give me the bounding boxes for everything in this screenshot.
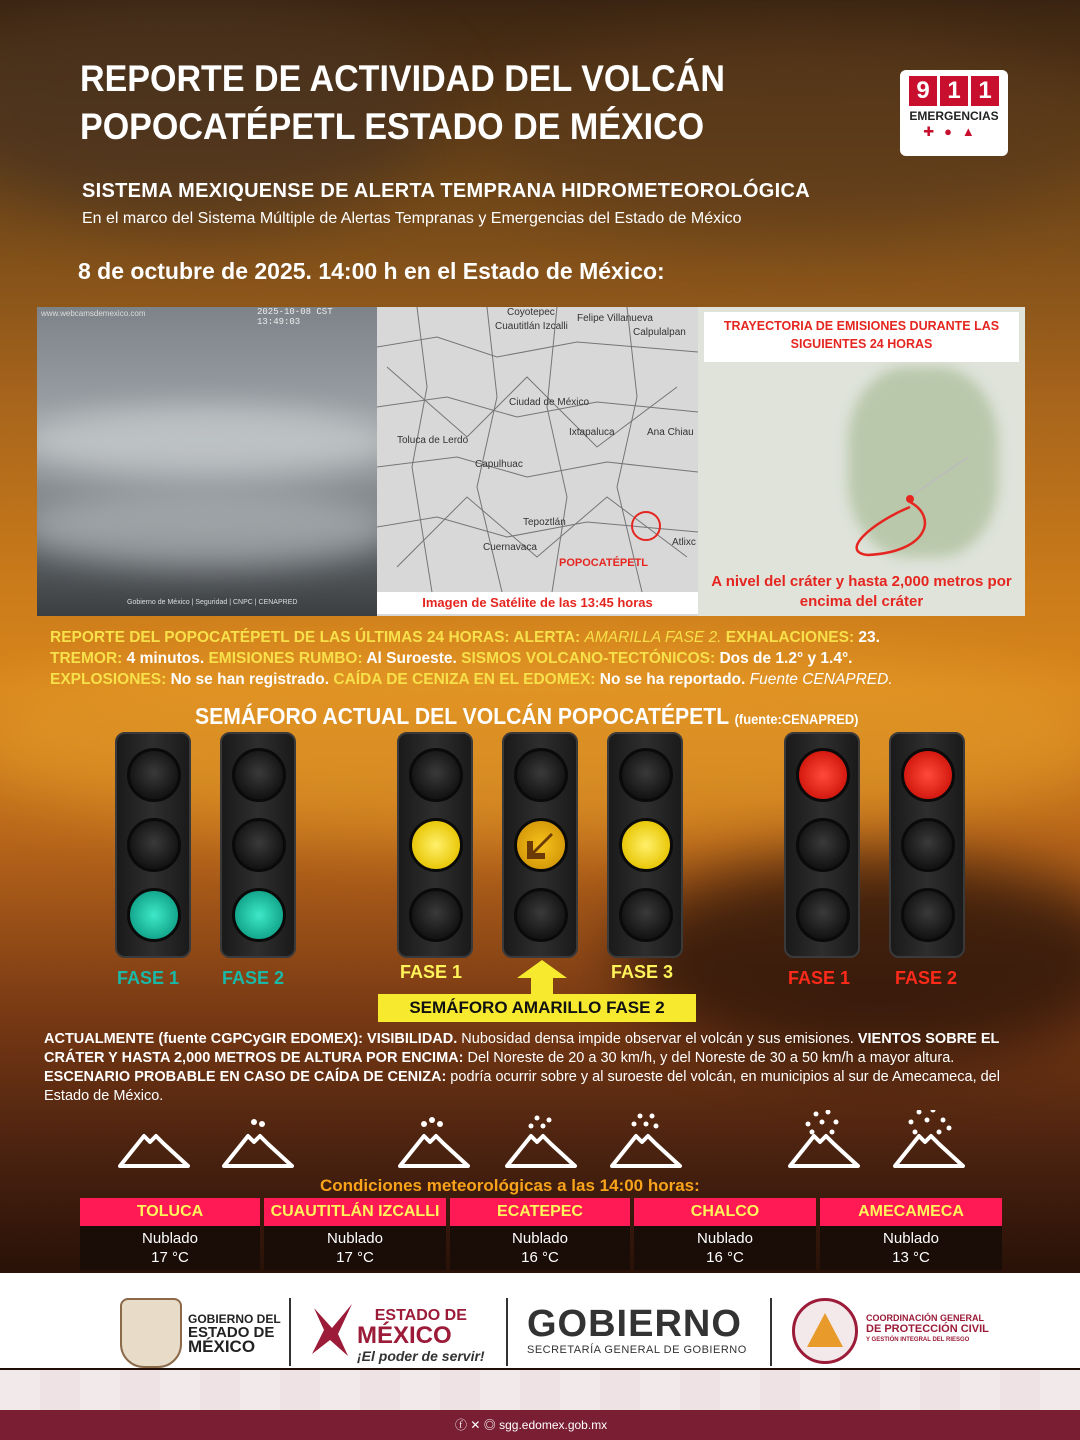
report-label: SISMOS VOLCANO-TECTÓNICOS:: [456, 650, 720, 667]
weather-card-chalco: [634, 1198, 816, 1270]
activity-report: [50, 627, 1050, 690]
cloud-cap: [37, 487, 377, 567]
current-text: podría ocurrir sobre y al suroeste del volcán, en municipios al sur de Amecameca, del Estado de México.: [44, 1069, 1000, 1104]
phase-label-red: FASE 2: [895, 968, 958, 988]
weather-card-toluca: [80, 1198, 260, 1270]
weather-temp: 17 °C: [336, 1249, 374, 1266]
traffic-light-red-1: [784, 732, 860, 958]
report-value: Al Suroeste.: [366, 650, 457, 667]
report-value: 4 minutos.: [126, 650, 205, 667]
cloud-cap: [37, 407, 377, 477]
trajectory-caption: A nivel del cráter y hasta 2,000 metros por encima del cráter: [711, 573, 1012, 610]
logo-911-digit: 1: [971, 76, 999, 106]
traffic-light-yellow-3: [607, 732, 683, 958]
light-red: [901, 748, 955, 802]
map-city-label: Ana Chiau: [647, 427, 694, 438]
subline: En el marco del Sistema Múltiple de Alertas Tempranas y Emergencias del Estado de México: [82, 210, 742, 227]
semaforo-source: (fuente:CENAPRED): [734, 711, 859, 727]
current-label: ESCENARIO PROBABLE EN CASO DE CAÍDA DE CENIZA:: [44, 1069, 447, 1085]
traffic-light-green-1: [115, 732, 191, 958]
social-links[interactable]: [455, 1416, 607, 1433]
report-label: CAÍDA DE CENIZA EN EL EDOMEX:: [329, 671, 600, 688]
website-link[interactable]: sgg.edomex.gob.mx: [499, 1418, 608, 1432]
webcam-url: www.webcamsdemexico.com: [41, 309, 146, 318]
title-line-1: REPORTE DE ACTIVIDAD DEL VOLCÁN: [80, 58, 725, 99]
light-green: [232, 888, 286, 942]
report-label: REPORTE DEL POPOCATÉPETL DE LAS ÚLTIMAS 24 HORAS: ALERTA:: [50, 629, 585, 646]
logo-911-digit: 1: [940, 76, 968, 106]
traffic-light-green-2: [220, 732, 296, 958]
weather-condition: Nublado: [697, 1230, 753, 1247]
phase-label-red: FASE 1: [788, 968, 851, 988]
light-green: [127, 888, 181, 942]
traffic-light-yellow-2: [502, 732, 578, 958]
light-yellow-arrow: [514, 818, 568, 872]
current-label: VIENTOS SOBRE EL CRÁTER Y HASTA 2,000 METROS DE ALTURA POR ENCIMA:: [44, 1031, 1000, 1066]
emergency-icons: ✚●▲: [923, 124, 985, 139]
current-label: ACTUALMENTE (fuente CGPCyGIR EDOMEX): VISIBILIDAD.: [44, 1031, 458, 1047]
subtitle: SISTEMA MEXIQUENSE DE ALERTA TEMPRANA HIDROMETEOROLÓGICA: [82, 180, 810, 202]
weather-card-ecatepec: [450, 1198, 630, 1270]
current-conditions: [44, 1030, 1044, 1106]
webcam-image: [37, 307, 377, 616]
logo-text: GOBIERNO: [527, 1303, 742, 1345]
report-value: 23.: [858, 629, 880, 646]
weather-temp: 17 °C: [151, 1249, 189, 1266]
weather-city-name: CUAUTITLÁN IZCALLI: [264, 1198, 446, 1226]
current-phase-arrow-icon: [517, 960, 567, 994]
map-city-label: Ixtapaluca: [569, 427, 615, 438]
traffic-light-red-2: [889, 732, 965, 958]
weather-city-name: TOLUCA: [80, 1198, 260, 1226]
volcano-emission-icon: [610, 1110, 682, 1172]
weather-condition: Nublado: [512, 1230, 568, 1247]
webcam-timestamp: 2025-10-08 CST 13:49:03: [257, 307, 333, 327]
weather-temp: 13 °C: [892, 1249, 930, 1266]
logo-text: MÉXICO: [357, 1322, 452, 1349]
report-value: No se ha reportado.: [599, 671, 746, 688]
title-line-2: POPOCATÉPETL ESTADO DE MÉXICO: [80, 106, 705, 147]
logo-slogan: ¡El poder de servir!: [357, 1348, 485, 1364]
estado-de-mexico-logo: [357, 1306, 485, 1366]
volcano-large-explosion-icon: [893, 1110, 965, 1172]
volcano-icon: [118, 1110, 190, 1172]
instagram-icon[interactable]: ◎: [483, 1418, 496, 1432]
triangle-icon: [795, 1301, 855, 1361]
edomex-coat-of-arms-icon: [120, 1298, 182, 1368]
hummingbird-logo-icon: [308, 1298, 358, 1360]
current-semaforo-badge: SEMÁFORO AMARILLO FASE 2: [378, 994, 696, 1022]
map-city-label: Toluca de Lerdo: [397, 435, 469, 446]
phase-label-yellow: FASE 1: [400, 962, 463, 982]
facebook-icon[interactable]: ⓕ: [455, 1418, 468, 1432]
map-city-label: Ciudad de México: [509, 397, 590, 408]
light-yellow: [409, 818, 463, 872]
map-city-label: Calpulalpan: [633, 327, 686, 338]
report-label: EXHALACIONES:: [721, 629, 859, 646]
weather-card-amecameca: [820, 1198, 1002, 1270]
webcam-footer: Gobierno de México | Seguridad | CNPC | CENAPRED: [127, 599, 298, 606]
report-label: TREMOR:: [50, 650, 127, 667]
footer-divider: [770, 1298, 772, 1366]
popocatepetl-marker: [631, 511, 661, 541]
sgg-logo: [527, 1304, 747, 1356]
light-red: [796, 748, 850, 802]
map-city-label: Cuernavaca: [483, 542, 537, 553]
report-date: 8 de octubre de 2025. 14:00 h en el Estado de México:: [78, 258, 665, 284]
report-value: No se han registrado.: [170, 671, 330, 688]
x-icon[interactable]: ✕: [470, 1418, 481, 1432]
weather-card-cuautitlan: [264, 1198, 446, 1270]
trajectory-map: [698, 307, 1025, 616]
weather-temp: 16 °C: [706, 1249, 744, 1266]
weather-condition: Nublado: [327, 1230, 383, 1247]
footer-divider: [289, 1298, 291, 1366]
weather-city-name: ECATEPEC: [450, 1198, 630, 1226]
logo-911-digit: 9: [909, 76, 937, 106]
southwest-arrow-icon: [517, 821, 565, 869]
logo-text: GOBIERNO DEL: [188, 1312, 281, 1326]
current-text: Nubosidad densa impide observar el volcán y sus emisiones.: [457, 1031, 858, 1047]
weather-temp: 16 °C: [521, 1249, 559, 1266]
volcano-exhalation-icon: [398, 1110, 470, 1172]
logo-text: ESTADO DE: [188, 1324, 275, 1341]
light-yellow: [619, 818, 673, 872]
logo-text: SECRETARÍA GENERAL DE GOBIERNO: [527, 1344, 747, 1356]
logo-text: DE PROTECCIÓN CIVIL: [866, 1323, 989, 1335]
logo-text: Y GESTIÓN INTEGRAL DEL RIESGO: [866, 1337, 970, 1343]
decorative-pattern: [0, 1370, 1080, 1410]
map-city-label: Tepoztlán: [523, 517, 566, 528]
popocatepetl-label: POPOCATÉPETL: [559, 557, 649, 569]
logo-text: MÉXICO: [188, 1337, 256, 1356]
phase-label-green: FASE 1: [117, 968, 180, 988]
logo-911-label: EMERGENCIAS: [909, 109, 999, 123]
logo-911: [900, 70, 1008, 156]
report-label: EMISIONES RUMBO:: [204, 650, 367, 667]
report-value: AMARILLA FASE 2.: [584, 629, 722, 646]
report-source: Fuente CENAPRED.: [745, 671, 893, 688]
weather-city-name: AMECAMECA: [820, 1198, 1002, 1226]
map-city-label: Felipe Villanueva: [577, 313, 653, 324]
weather-condition: Nublado: [142, 1230, 198, 1247]
report-label: EXPLOSIONES:: [50, 671, 171, 688]
phase-label-green: FASE 2: [222, 968, 285, 988]
page-title: [80, 55, 779, 151]
volcano-explosion-icon: [788, 1110, 860, 1172]
satellite-map-lines: [377, 307, 698, 592]
footer-divider: [506, 1298, 508, 1366]
satellite-caption: Imagen de Satélite de las 13:45 horas: [377, 592, 698, 614]
logo-text: COORDINACIÓN GENERAL: [866, 1313, 985, 1323]
map-city-label: Cuautitlán Izcalli: [495, 321, 568, 332]
phase-label-yellow: FASE 3: [611, 962, 674, 982]
current-text: Del Noreste de 20 a 30 km/h, y del Noreste de 30 a 50 km/h a mayor altura.: [463, 1050, 955, 1066]
semaforo-title: [195, 703, 858, 730]
weather-city-name: CHALCO: [634, 1198, 816, 1226]
trajectory-title: TRAYECTORIA DE EMISIONES DURANTE LAS SIGUIENTES 24 HORAS: [704, 312, 1019, 362]
satellite-image: [377, 307, 698, 616]
report-value: Dos de 1.2° y 1.4°.: [719, 650, 853, 667]
proteccion-civil-logo: [866, 1313, 989, 1346]
map-city-label: Coyotepec: [507, 307, 555, 318]
semaforo-title-text: SEMÁFORO ACTUAL DEL VOLCÁN POPOCATÉPETL: [195, 703, 729, 729]
volcano-puff-icon: [222, 1110, 294, 1172]
weather-condition: Nublado: [883, 1230, 939, 1247]
volcano-ash-icon: [505, 1110, 577, 1172]
gobierno-edomex-logo: [188, 1312, 281, 1354]
proteccion-civil-seal-icon: [792, 1298, 858, 1364]
map-city-label: Atlixc: [672, 537, 696, 548]
weather-title: Condiciones meteorológicas a las 14:00 horas:: [320, 1176, 700, 1195]
traffic-light-yellow-1: [397, 732, 473, 958]
logo-text: ESTADO DE: [374, 1307, 467, 1324]
map-city-label: Capulhuac: [475, 459, 523, 470]
